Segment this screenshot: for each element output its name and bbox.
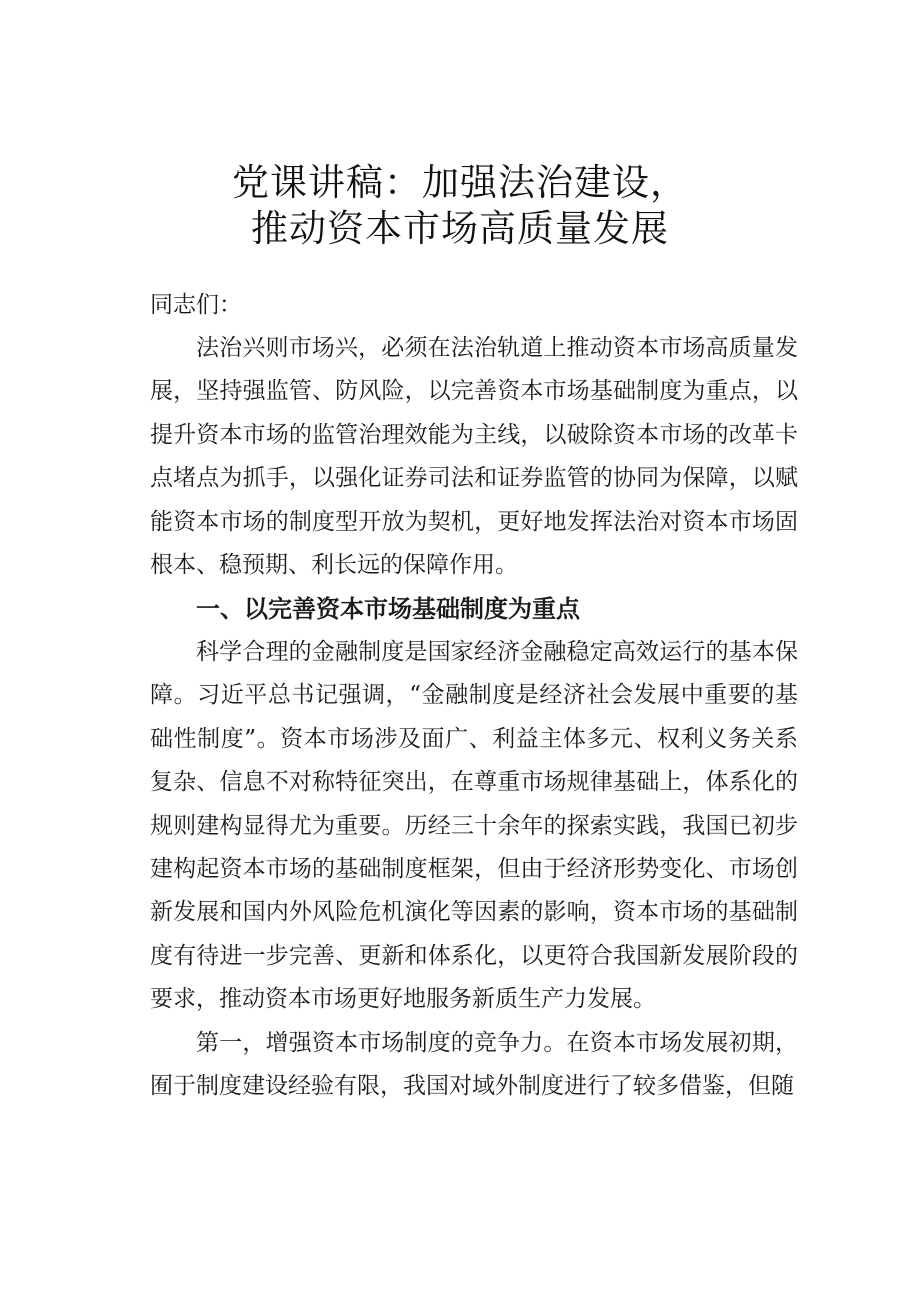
- greeting: 同志们：: [150, 292, 242, 318]
- paragraph-intro: 法治兴则市场兴，必须在法治轨道上推动资本市场高质量发展，坚持强监管、防风险，以完善资本市场基础制度为重点，以提升资本市场的监管治理效能为主线，以破除资本市场的改革卡点堵点为抓手，以强化证券司法和证券监管的协同为保障，以赋能资本市场的制度型开放为契机，更好地发挥法治对资本市场固根本、稳预期、利长远的保障作用。: [150, 335, 798, 579]
- section-heading-1: 一、以完善资本市场基础制度为重点: [196, 595, 580, 623]
- document-title-line-2: 推动资本市场高质量发展: [251, 207, 669, 250]
- paragraph-section1-point1: 第一，增强资本市场制度的竞争力。在资本市场发展初期，囿于制度建设经验有限，我国对域外制度进行了较多借鉴，但随: [150, 1030, 798, 1100]
- document-title-line-1: 党课讲稿：加强法治建设，: [232, 161, 688, 204]
- paragraph-section1-body: 科学合理的金融制度是国家经济金融稳定高效运行的基本保障。习近平总书记强调，“金融制度是经济社会发展中重要的基础性制度”。资本市场涉及面广、利益主体多元、权利义务关系复杂、信息不对称特征突出，在尊重市场规律基础上，体系化的规则建构显得尤为重要。历经三十余年的探索实践，我国已初步建构起资本市场的基础制度框架，但由于经济形势变化、市场创新发展和国内外风险危机演化等因素的影响，资本市场的基础制度有待进一步完善、更新和体系化，以更符合我国新发展阶段的要求，推动资本市场更好地服务新质生产力发展。: [150, 639, 798, 1013]
